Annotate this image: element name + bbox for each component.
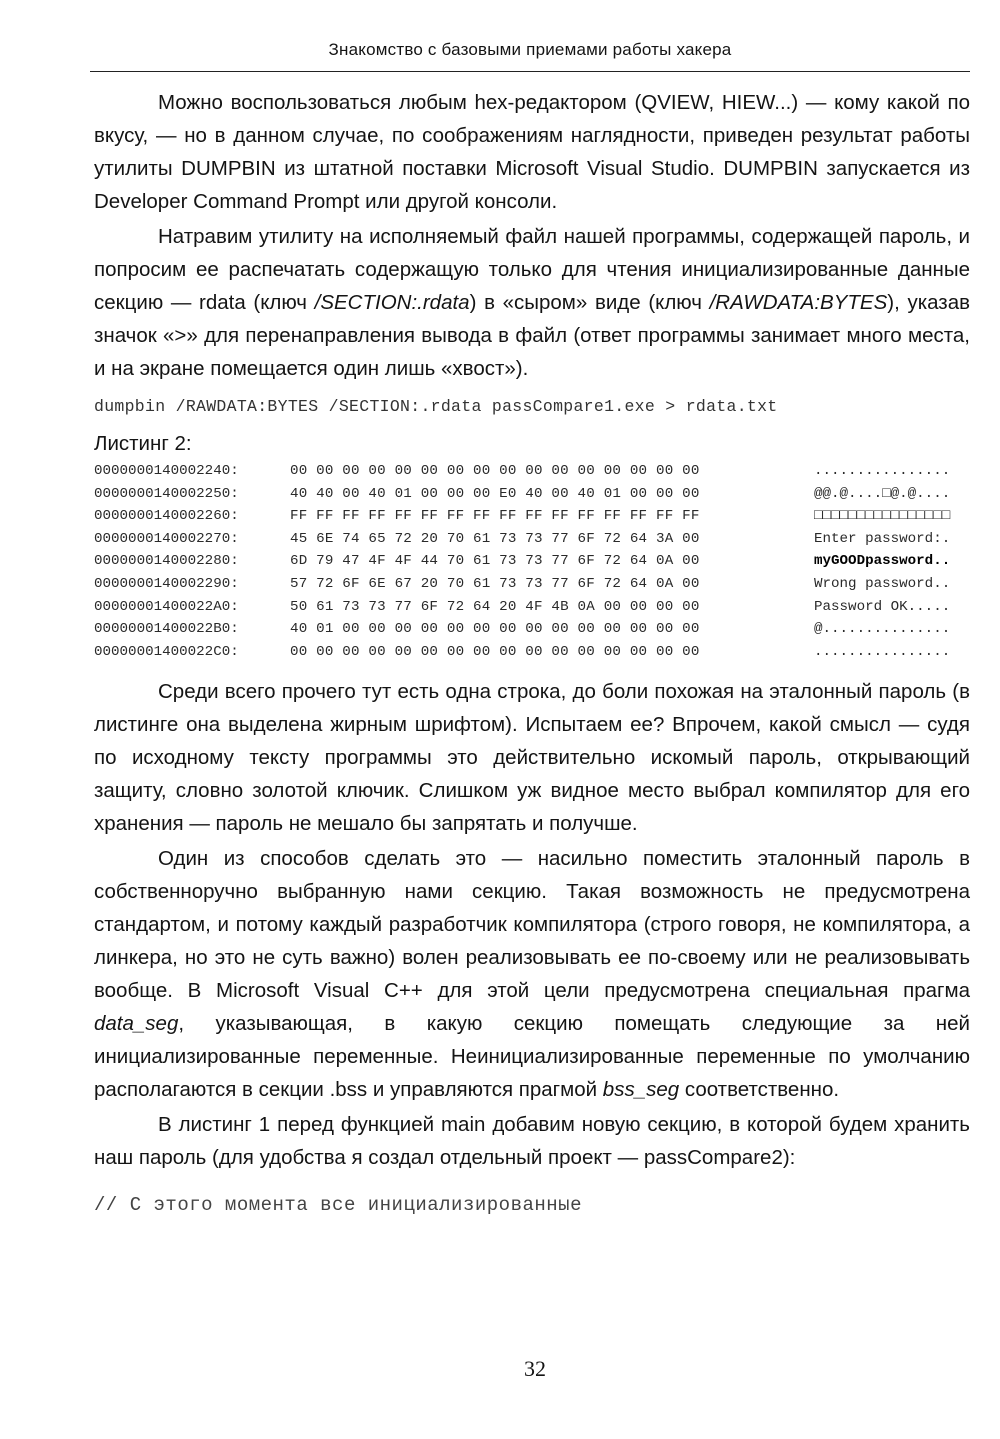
listing-address: 00000001400022B0: xyxy=(94,621,239,638)
listing-hex-bytes: 00 00 00 00 00 00 00 00 00 00 00 00 00 00 00 00 xyxy=(290,463,700,479)
page-number: 32 xyxy=(524,1356,546,1381)
listing-row xyxy=(94,596,970,619)
listing-ascii: □□□□□□□□□□□□□□□□ xyxy=(814,508,951,525)
listing-hex-bytes: 40 40 00 40 01 00 00 00 E0 40 00 40 01 00 00 00 xyxy=(290,485,700,502)
listing-row xyxy=(94,550,970,573)
paragraph-password-found: Среди всего прочего тут есть одна строка, до боли похожая на эталонный пароль (в листинге она выделена жирным шрифтом). Испытаем ее? Впрочем, какой смысл — судя по исходному тексту программы это действительно искомый пароль, открывающий защиту, словно золотой ключик. Слишком уж видное место выбрал компилятор для его хранения — пароль не мешало бы запрятать и получше. xyxy=(94,680,970,836)
key-rawdata: /RAWDATA:BYTES xyxy=(709,291,888,314)
key-section: /SECTION:.rdata xyxy=(314,291,470,314)
listing-address: 0000000140002270: xyxy=(94,530,239,547)
pragma-bss-seg: bss_seg xyxy=(602,1078,680,1102)
listing-address: 0000000140002280: xyxy=(94,553,239,570)
listing-ascii: Enter password:. xyxy=(814,530,951,547)
listing-hex-bytes: 45 6E 74 65 72 20 70 61 73 73 77 6F 72 64 3A 00 xyxy=(290,530,700,547)
listing-address: 0000000140002250: xyxy=(94,485,239,502)
listing-row xyxy=(94,618,970,641)
listing-ascii: myGOODpassword.. xyxy=(814,553,951,570)
listing-hex-bytes: 40 01 00 00 00 00 00 00 00 00 00 00 00 00 00 00 xyxy=(290,621,700,638)
listing-hex-bytes: FF FF FF FF FF FF FF FF FF FF FF FF FF FF FF FF xyxy=(290,508,700,525)
listing-ascii: @@.@....□@.@.... xyxy=(814,485,951,502)
listing-row xyxy=(94,573,970,596)
listing-row xyxy=(94,460,970,483)
listing-hex-bytes: 6D 79 47 4F 4F 44 70 61 73 73 77 6F 72 64 0A 00 xyxy=(290,553,700,570)
listing-row xyxy=(94,505,970,528)
paragraph-data-seg: Один из способов сделать это — насильно поместить эталонный пароль в собственноручно выбранную нами секцию. Такая возможность не предусмотрена стандартом, и потому каждый разработчик компилятора (строго говоря, не компилятора, а линкера, но это не суть важно) волен реализовывать ее по-своему или не реализовывать вообще. В Microsoft Visual C++ для этой цели предусмотрена специальная прагма data_seg, указывающая, в какую секцию помещать следующие за ней инициализированные переменные. Неинициализированные переменные по умолчанию располагаются в секции .bss и управляются прагмой bss_seg соответственно. xyxy=(94,847,970,1102)
listing-row xyxy=(94,641,970,664)
paragraph-hex-editors: Можно воспользоваться любым hex-редактором (QVIEW, HIEW...) — кому какой по вкусу, — но в данном случае, по соображениям наглядности, приведен результат работы утилиты DUMPBIN из штатной поставки Microsoft Visual Studio. DUMPBIN запускается из Developer Command Prompt или другой консоли. xyxy=(94,91,970,213)
listing-ascii: ................ xyxy=(814,463,951,479)
listing-ascii: Wrong password.. xyxy=(814,575,951,592)
paragraph-new-section: В листинг 1 перед функцией main добавим новую секцию, в которой будем хранить наш пароль (для удобства я создал отдельный проект — passCompare2): xyxy=(94,1113,970,1170)
listing-address: 0000000140002240: xyxy=(94,463,239,479)
running-header: Знакомство с базовыми приемами работы хакера xyxy=(328,40,732,59)
listing-address: 0000000140002290: xyxy=(94,575,239,592)
listing-address: 00000001400022C0: xyxy=(94,643,239,660)
header-rule xyxy=(90,71,970,72)
listing-hex-bytes: 57 72 6F 6E 67 20 70 61 73 73 77 6F 72 64 0A 00 xyxy=(290,575,700,592)
listing-address: 0000000140002260: xyxy=(94,508,239,525)
paragraph-dumpbin-usage: Натравим утилиту на исполняемый файл нашей программы, содержащей пароль, и попросим ее распечатать содержащую только для чтения инициализированные данные секцию — rdata (ключ /SECTION:.rdata) в «сыром» виде (ключ /RAWDATA:BYTES), указав значок «>» для перенаправления вывода в файл (ответ программы занимает много места, и на экране помещается один лишь «хвост»). xyxy=(94,225,970,380)
listing-caption: Листинг 2: xyxy=(94,432,192,455)
listing-hex-bytes: 00 00 00 00 00 00 00 00 00 00 00 00 00 00 00 00 xyxy=(290,643,700,660)
listing-row xyxy=(94,528,970,551)
page-body xyxy=(94,86,970,1216)
dumpbin-command: dumpbin /RAWDATA:BYTES /SECTION:.rdata passCompare1.exe > rdata.txt xyxy=(94,397,778,416)
listing-ascii: Password OK..... xyxy=(814,598,951,615)
listing-hex-bytes: 50 61 73 73 77 6F 72 64 20 4F 4B 0A 00 00 00 00 xyxy=(290,598,700,615)
hex-listing xyxy=(94,460,970,663)
listing-row xyxy=(94,483,970,506)
listing-ascii: ................ xyxy=(814,643,951,660)
listing-ascii: @............... xyxy=(814,621,951,638)
pragma-data-seg: data_seg xyxy=(94,1012,179,1036)
listing-address: 00000001400022A0: xyxy=(94,598,239,615)
code-comment-line: // С этого момента все инициализированные xyxy=(94,1194,582,1217)
